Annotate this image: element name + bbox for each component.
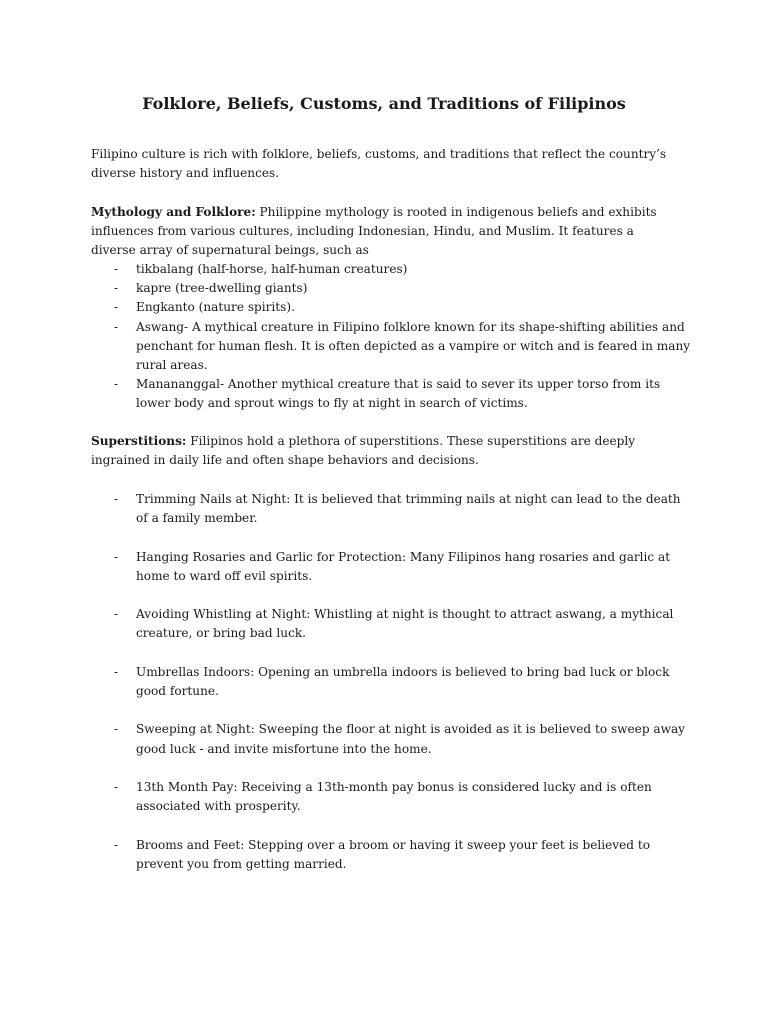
list-item <box>91 279 691 298</box>
list-item-text: Avoiding Whistling at Night: Whistling at night is thought to attract aswang, a mythical creature, or bring bad luck. <box>136 607 674 641</box>
bullet-dash: - <box>114 281 119 296</box>
list-item-text: Brooms and Feet: Stepping over a broom or having it sweep your feet is believed to prevent you from getting married. <box>136 837 650 871</box>
list-item <box>91 663 691 701</box>
bullet-dash: - <box>114 377 119 392</box>
bullet-dash: - <box>114 300 119 315</box>
list-item-text: Trimming Nails at Night: It is believed that trimming nails at night can lead to the death of a family member. <box>136 492 681 526</box>
list-item <box>91 490 691 528</box>
superstitions-heading: Superstitions: <box>91 434 187 448</box>
list-item <box>91 260 691 279</box>
list-item <box>91 298 691 317</box>
bullet-dash: - <box>114 837 119 852</box>
mythology-list <box>91 260 691 414</box>
bullet-dash: - <box>114 722 119 737</box>
bullet-dash: - <box>114 664 119 679</box>
list-item-text: Hanging Rosaries and Garlic for Protection: Many Filipinos hang rosaries and garlic at home to ward off evil spirits. <box>136 549 671 583</box>
bullet-dash: - <box>114 607 119 622</box>
list-item <box>91 778 691 816</box>
bullet-dash: - <box>114 262 119 276</box>
list-item <box>91 375 691 413</box>
list-item <box>91 548 691 586</box>
list-item-text: Engkanto (nature spirits). <box>136 300 295 315</box>
page-title: Folklore, Beliefs, Customs, and Traditions of Filipinos <box>142 94 626 113</box>
list-item <box>91 836 691 874</box>
superstitions-text: Filipinos hold a plethora of superstitions. These superstitions are deeply ingrained in daily life and often shape behaviors and decisions. <box>91 434 636 468</box>
list-item <box>91 720 691 758</box>
bullet-dash: - <box>114 549 119 564</box>
list-item-text: Umbrellas Indoors: Opening an umbrella indoors is believed to bring bad luck or block good fortune. <box>136 664 670 698</box>
intro-paragraph: Filipino culture is rich with folklore, beliefs, customs, and traditions that reflect the country’s diverse history and influences. <box>91 147 667 181</box>
list-item <box>91 605 691 643</box>
mythology-paragraph <box>91 203 681 261</box>
list-item-text: Aswang- A mythical creature in Filipino folklore known for its shape-shifting abilities and penchant for human flesh. It is often depicted as a vampire or witch and is feared in many rural areas. <box>136 319 691 373</box>
superstitions-list <box>91 490 691 893</box>
bullet-dash: - <box>114 319 119 334</box>
list-item-text: Manananggal- Another mythical creature that is said to sever its upper torso from its lower body and sprout wings to fly at night in search of victims. <box>136 377 661 411</box>
bullet-dash: - <box>114 492 119 506</box>
list-item-text: tikbalang (half-horse, half-human creatures) <box>136 262 408 276</box>
bullet-dash: - <box>114 779 119 794</box>
mythology-heading: Mythology and Folklore: <box>91 205 256 219</box>
list-item-text: kapre (tree-dwelling giants) <box>136 281 308 296</box>
list-item-text: 13th Month Pay: Receiving a 13th-month pay bonus is considered lucky and is often associated with prosperity. <box>136 779 652 814</box>
list-item <box>91 318 691 376</box>
list-item-text: Sweeping at Night: Sweeping the floor at night is avoided as it is believed to sweep away good luck - and invite misfortune into the home. <box>136 722 686 756</box>
mythology-text: Philippine mythology is rooted in indigenous beliefs and exhibits influences from various cultures, including Indonesian, Hindu, and Muslim. It features a diverse array of supernatural beings, such as <box>91 205 657 258</box>
superstitions-paragraph <box>91 432 681 470</box>
